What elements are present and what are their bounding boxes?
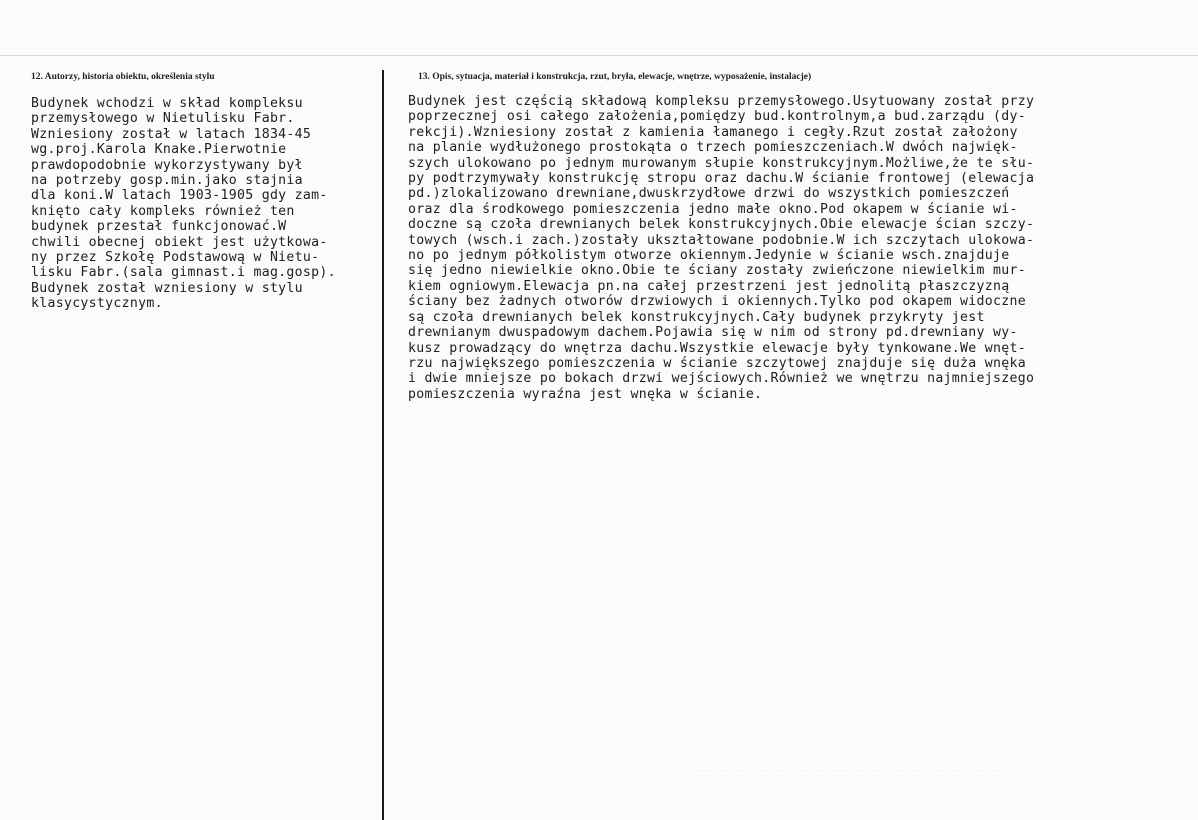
section-12-typed-text: [31, 96, 336, 312]
section-13-text-line: pd.)zlokalizowano drewniane,dwuskrzydłowe drzwi do wszystkich pomieszczeń: [408, 186, 1010, 202]
section-12-text-line: knięto cały kompleks również ten: [31, 203, 295, 219]
section-13-text-line: i dwie mniejsze po bokach drzwi wejściowych.Również we wnętrzu najmniejszego: [408, 371, 1035, 387]
section-12-text-line: Budynek wchodzi w skład kompleksu: [31, 96, 303, 111]
section-12-text-line: chwili obecnej obiekt jest użytkowa-: [31, 234, 328, 250]
section-13-text-line: pomieszczenia wyraźna jest wnęka w ścianie.: [408, 386, 763, 402]
section-12-text-line: klasycystycznym.: [31, 296, 163, 312]
column-divider: [382, 70, 384, 820]
section-13-text-line: no po jednym półkolistym otworze okiennym.Jedynie w ścianie wsch.znajduje: [408, 248, 1010, 264]
section-12-text-line: Wzniesiony został w latach 1834-45: [31, 126, 312, 142]
section-12-text-line: ny przez Szkołę Podstawową w Nietu-: [31, 250, 320, 266]
section-13-text-line: doczne są czoła drewnianych belek konstrukcyjnych.Obie elewacje ścian szczy-: [408, 217, 1035, 233]
section-13-text-line: poprzecznej osi całego założenia,pomiędzy bud.kontrolnym,a bud.zarządu (dy-: [408, 109, 1026, 125]
section-13-text-line: kusz prowadzący do wnętrza dachu.Wszystkie elewacje były tynkowane.We wnęt-: [408, 340, 1026, 356]
section-13-heading: 13. Opis, sytuacja, materiał i konstrukcja, rzut, bryła, elewacje, wnętrze, wyposażenie, instalacje): [418, 72, 812, 82]
section-13-text-line: py podtrzymywały konstrukcję stropu oraz dachu.W ścianie frontowej (elewacja: [408, 171, 1035, 187]
section-13-text-line: na planie wydłużonego prostokąta o trzech pomieszczeniach.W dwóch najwięk-: [408, 140, 1018, 156]
section-13-text-line: kiem ogniowym.Elewacja pn.na całej przestrzeni jest jednolitą płaszczyzną: [408, 278, 1010, 294]
section-12-text-line: na potrzeby gosp.min.jako stajnia: [31, 173, 303, 189]
section-12-text-line: wg.proj.Karola Knake.Pierwotnie: [31, 142, 287, 158]
section-13-text-line: Budynek jest częścią składową kompleksu przemysłowego.Usytuowany został przy: [408, 94, 1035, 109]
section-12-heading: 12. Autorzy, historia obiektu, określenia stylu: [31, 72, 215, 82]
section-13-text-line: się jedno niewielkie okno.Obie te ściany zostały zwieńczone niewielkim mur-: [408, 263, 1026, 279]
section-12-text-line: lisku Fabr.(sala gimnast.i mag.gosp).: [31, 265, 336, 281]
section-13-text-line: są czoła drewnianych belek konstrukcyjnych.Cały budynek przykryty jest: [408, 309, 985, 325]
section-12-text-line: Budynek został wzniesiony w stylu: [31, 280, 303, 296]
section-13-text-line: oraz dla środkowego pomieszczenia jedno małe okno.Pod okapem w ścianie wi-: [408, 201, 1018, 217]
section-13-typed-text: [408, 94, 1034, 402]
section-12-text-line: dla koni.W latach 1903-1905 gdy zam-: [31, 188, 328, 204]
bleed-through-mark: [690, 770, 1020, 785]
section-12-text-line: prawdopodobnie wykorzystywany był: [31, 157, 303, 173]
section-13-text-line: drewnianym dwuspadowym dachem.Pojawia się w nim od strony pd.drewniany wy-: [408, 325, 1018, 341]
section-12-text-line: budynek przestał funkcjonować.W: [31, 219, 287, 235]
top-border-line: [0, 55, 1198, 56]
section-13-text-line: rzu największego pomieszczenia w ścianie szczytowej znajduje się duża wnęka: [408, 355, 1026, 371]
section-12-text-line: przemysłowego w Nietulisku Fabr.: [31, 111, 295, 127]
section-13-text-line: rekcji).Wzniesiony został z kamienia łamanego i cegły.Rzut został założony: [408, 124, 1018, 140]
section-13-text-line: towych (wsch.i zach.)zostały ukształtowane podobnie.W ich szczytach ulokowa-: [408, 232, 1035, 248]
section-13-text-line: szych ulokowano po jednym murowanym słupie konstrukcyjnym.Możliwe,że te słu-: [408, 155, 1035, 171]
section-13-text-line: ściany bez żadnych otworów drzwiowych i okiennych.Tylko pod okapem widoczne: [408, 294, 1026, 310]
